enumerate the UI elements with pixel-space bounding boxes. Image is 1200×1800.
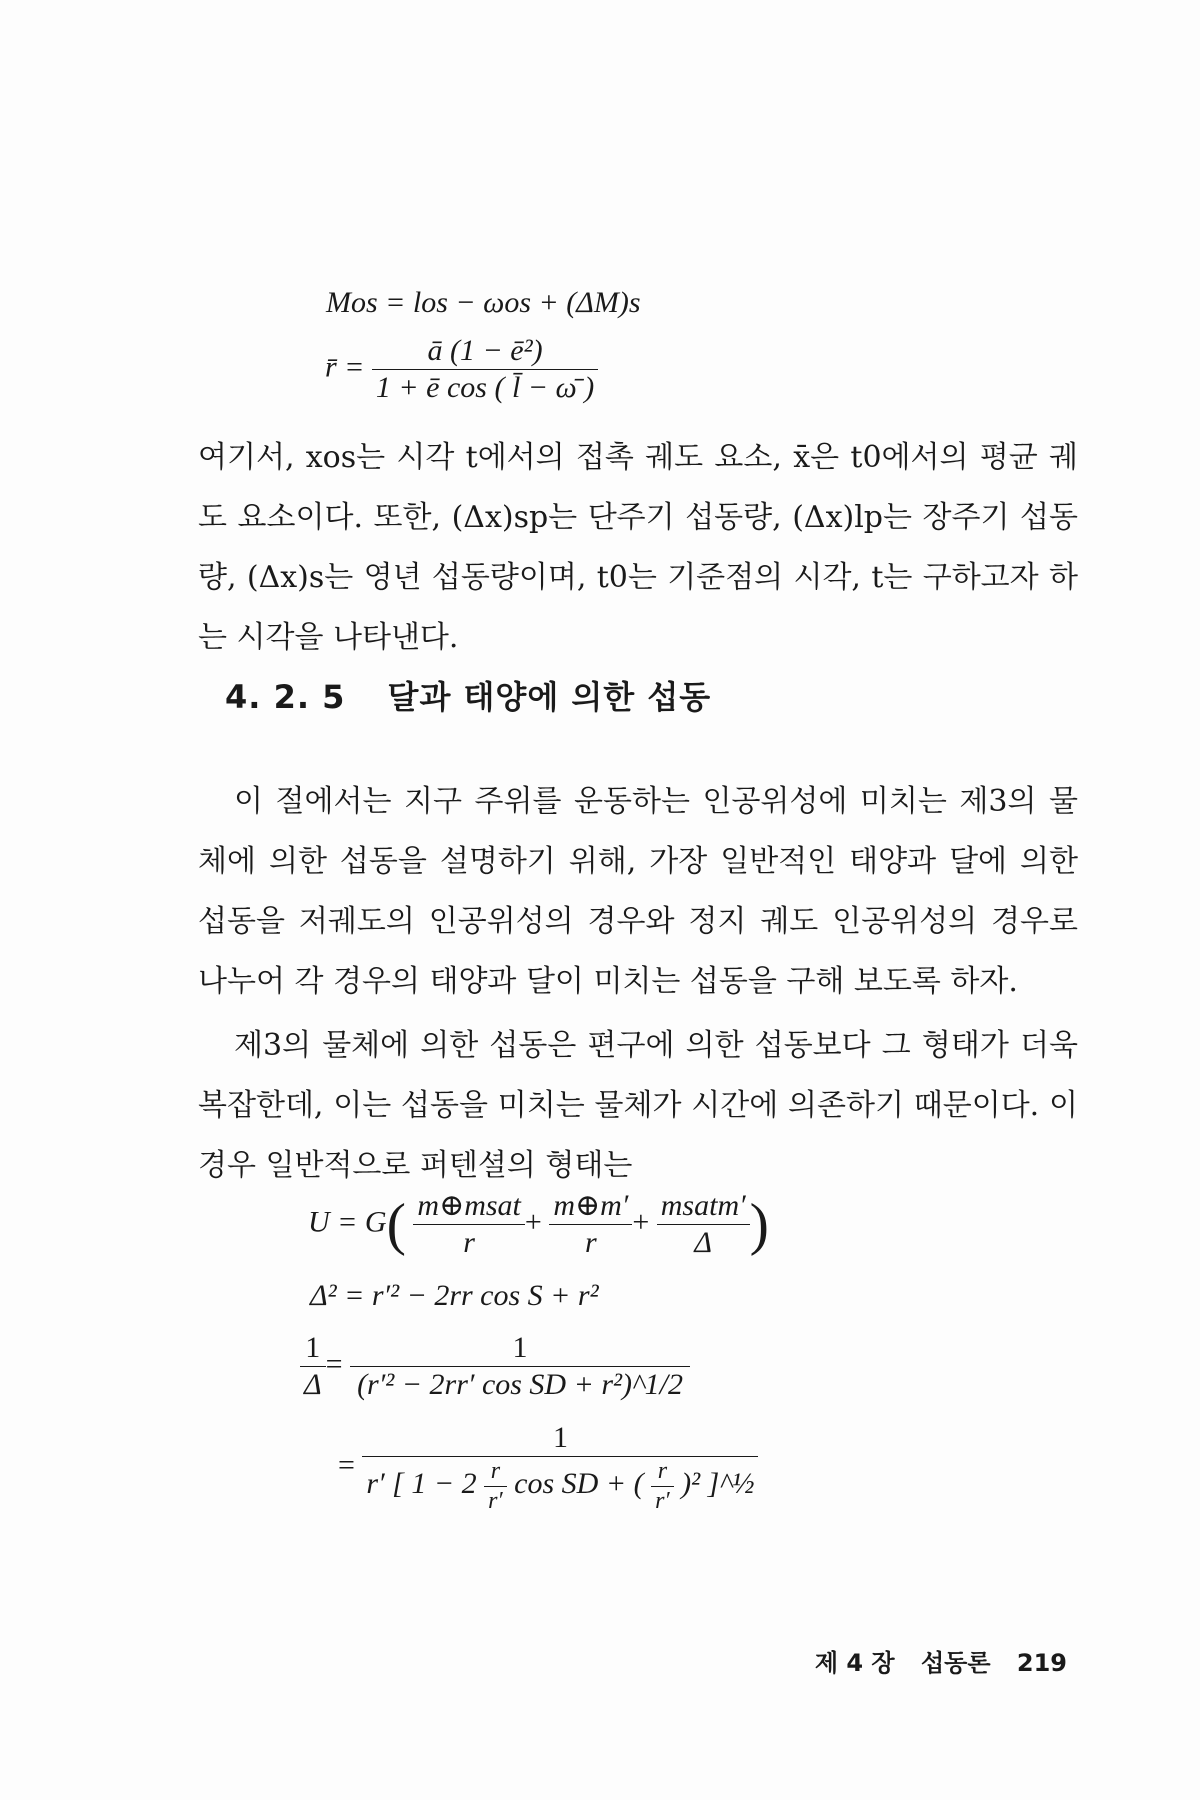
equation-radius [325,333,598,406]
fraction-denominator: r′ [488,1487,503,1514]
equation-delta-squared [310,1278,599,1314]
inner-fraction [484,1457,507,1516]
equation-inverse-delta [300,1330,690,1403]
fraction [300,1330,326,1403]
section-number: 4. 2. 5 [225,678,346,716]
footer-chapter: 제 4 장 [814,1649,895,1677]
fraction-denominator: Δ [304,1368,322,1401]
denominator-part: cos SD + ( [514,1467,644,1501]
equation-potential [308,1188,769,1261]
denominator-part: r′ [ 1 − 2 [366,1467,477,1501]
denominator-part: )² ]^½ [681,1467,755,1501]
fraction [350,1330,690,1403]
fraction-numerator: msatm′ [657,1188,750,1225]
equals-sign: = [325,1347,343,1381]
fraction [657,1188,750,1261]
equation-expansion [338,1420,758,1516]
fraction [549,1188,632,1261]
fraction-numerator: 1 [362,1420,758,1457]
footer-title: 섭동론 [920,1649,991,1677]
fraction [362,1420,758,1516]
fraction-numerator: r [484,1457,507,1487]
paragraph-potential: 제3의 물체에 의한 섭동은 편구에 의한 섭동보다 그 형태가 더욱 복잡한데, 이는 섭동을 미치는 물체가 시간에 의존하기 때문이다. 이 경우 일반적으로 퍼텐셜의 형태는 [198,1028,1078,1183]
equation-lhs: U = G [308,1205,387,1239]
fraction-numerator: 1 [350,1330,690,1367]
paren-open: ( [386,1191,406,1257]
fraction-denominator: r [584,1226,597,1259]
fraction-numerator: m⊕m′ [549,1188,632,1225]
plus-sign: + [524,1205,542,1239]
fraction-denominator: (r′² − 2rr′ cos SD + r²)^1/2 [357,1368,683,1401]
section-title: 달과 태양에 의한 섭동 [387,678,712,716]
equation-text: Δ² = r′² − 2rr cos S + r² [310,1279,599,1312]
page-number: 219 [1016,1649,1067,1677]
inner-fraction [651,1457,674,1516]
section-heading [225,672,711,718]
fraction-denominator [362,1457,758,1516]
fraction [372,333,598,406]
fraction-denominator: Δ [694,1226,713,1259]
fraction-denominator: 1 + ē cos ( l̄ − ω̄ ) [375,371,595,404]
plus-sign: + [632,1205,650,1239]
paren-close: ) [749,1191,769,1257]
equation-lhs: r̄ = [325,350,365,384]
fraction-numerator: r [651,1457,674,1487]
fraction-numerator: m⊕msat [413,1188,524,1225]
paragraph-intro: 이 절에서는 지구 주위를 운동하는 인공위성에 미치는 제3의 물체에 의한 섭동을 설명하기 위해, 가장 일반적인 태양과 달에 의한 섭동을 저궤도의 인공위성의 경우와 정지 궤도 인공위성의 경우로 나누어 각 경우의 태양과 달이 미치는 섭동을 구해 보도록 하자. [198,784,1078,999]
fraction [413,1188,524,1261]
page-footer [797,1643,1067,1678]
fraction-numerator: ā (1 − ē²) [372,333,598,370]
fraction-denominator: r′ [655,1487,670,1514]
fraction-numerator: 1 [300,1330,326,1367]
equation-mean-anomaly [326,285,641,321]
equation-text: Mos = los − ωos + (ΔM)s [326,286,641,319]
equals-sign: = [338,1448,355,1482]
paragraph-definitions: 여기서, xos는 시각 t에서의 접촉 궤도 요소, x̄은 t0에서의 평균 궤도 요소이다. 또한, (Δx)sp는 단주기 섭동량, (Δx)lp는 장주기 섭동량, (Δx)s는 영년 섭동량이며, t0는 기준점의 시각, t는 구하고자 하는 시각을 나타낸다. [198,440,1078,655]
fraction-denominator: r [463,1226,475,1259]
